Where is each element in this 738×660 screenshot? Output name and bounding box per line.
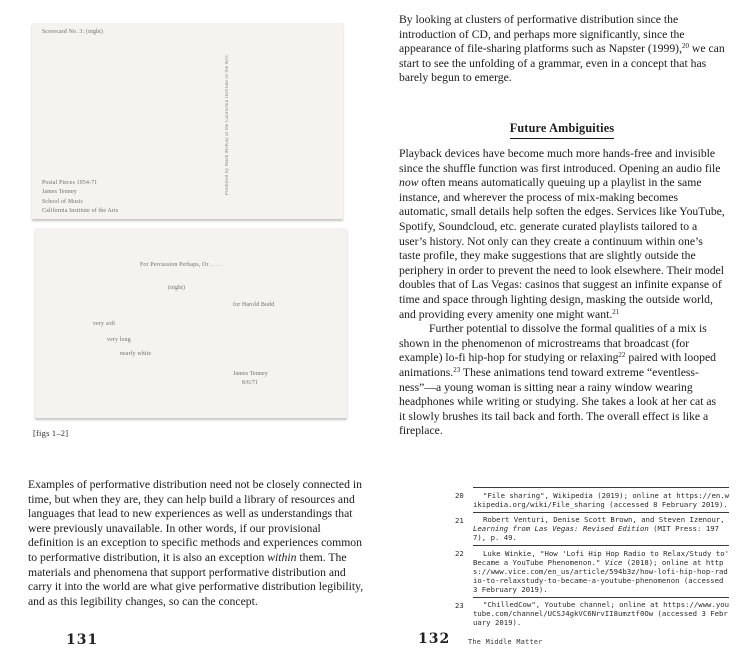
paragraph-text: Further potential to dissolve the formal qualities of a mix is shown in the phenomenon of microstreams that broadcast (for example) lo-fi hip-hop for studying or relaxing: [399, 322, 707, 365]
score-marking-long: very long: [107, 337, 131, 343]
scorecard-info-line: Postal Pieces 1954-71: [42, 180, 98, 186]
footnote-text: [473, 491, 729, 509]
score-marking-soft: very soft: [93, 321, 116, 327]
footnote-number: 21: [455, 515, 464, 525]
left-page-paragraph: [28, 478, 369, 609]
score-date: 8/6/71: [242, 380, 259, 386]
paragraph-italic-text: now: [399, 176, 419, 190]
footnote-text: [473, 515, 729, 542]
paragraph-text: them. The materials and phenomena that support performative distribution and carry it into the world are what give performative distribution legibility, and as this legibility changes, so can the concept.: [28, 550, 364, 608]
paragraph-text: we can start to see the unfolding of a grammar, even in a concept that has barely begun to emerge.: [399, 42, 725, 85]
footnote-number: 23: [455, 600, 464, 610]
score-subtitle: (night): [168, 285, 186, 291]
footnote-entry: [455, 487, 730, 512]
paragraph-text: By looking at clusters of performative distribution since the introduction of CD, and perhaps more significantly, since the appearance of file-sharing platforms such as Napster (1999),: [399, 13, 685, 56]
body-paragraph: [399, 147, 725, 322]
scorecard-label: Scorecard No. 3: (night): [42, 29, 104, 35]
right-body-paragraphs: [399, 147, 725, 439]
figure-scorecard-postcard: [32, 23, 343, 219]
score-title: For Percussion Perhaps, Or . . . .: [140, 262, 222, 268]
footnote-segment: (2018); online at https://www.vice.com/en_us/article/594b3z/how-lofi-hip-hop-radio-to-relaxstudy-to-became-a-youtube-phenomenon (accessed 3 February 2019).: [473, 557, 728, 594]
section-heading-wrap: [399, 119, 725, 139]
scorecard-info-line: School of Music: [42, 198, 84, 205]
footnote-segment: Luke Winkie, "How 'Lofi Hip Hop Radio to Relax/Study to' Became a YouTube Phenomenon.": [473, 548, 730, 567]
footnote-number: 20: [455, 491, 464, 500]
scorecard-info-line: California Institute of the Arts: [42, 208, 119, 215]
footnote-entry: [455, 545, 730, 597]
scorecard-vertical-credit: Produced by Mark McKay at the California Institute of the Arts: [225, 55, 230, 195]
paragraph-text: Examples of performative distribution need not be closely connected in time, but when they are, they can help build a library of resources and languages that lead to new experiences as well as understandings that were previously unavailable. In other words, if our provisional definition is an exception to specific methods and experiences common to performative distribution, it is also an exception: [28, 478, 362, 564]
scorecard-info-block: [42, 180, 118, 218]
footnote-text: [473, 600, 729, 627]
paragraph-text: often means automatically queuing up a playlist in the same instance, and wherever the process of mix-making becomes automatic, small details help soften the edges. Services like YouTube, Spotify, Soundcloud, etc. generate curated playlists tailored to a user’s history. Not only can they create a continuum within one’s taste profile, they make suggestions that are slightly outside the periphery in order to prevent the need to look elsewhere. Their model doubles that of Las Vegas: casinos that suggest an infinite expanse of time and space through lighting design, masking the outside world, and providing every amenity one might want.: [399, 176, 725, 321]
scorecard-info-line: James Tenney: [42, 189, 77, 196]
paragraph-text: These animations tend toward extreme “eventless-ness”—a young woman is sitting near a rainy window wearing headphones while writing or studying. She takes a look at her cat as it slowly brushes its tail back and forth. The overall effect is like a fireplace.: [399, 365, 717, 438]
figure-percussion-score: [35, 228, 347, 418]
footnote-entry: [455, 512, 729, 546]
figure-caption: [figs 1–2]: [33, 428, 69, 438]
score-dedication: for Harold Budd: [233, 302, 275, 308]
footnote-segment: Robert Venturi, Denise Scott Brown, and Steven Izenour,: [483, 515, 725, 524]
footnote-number: 22: [455, 549, 464, 558]
page-number-right: 132: [418, 631, 451, 647]
footnote-reference-23: 23: [453, 365, 461, 374]
footnote-italic-segment: Learning from Las Vegas: Revised Edition: [473, 524, 649, 533]
paragraph-text: Playback devices have become much more hands-free and invisible since the shuffle function was first introduced. Opening an audio file: [399, 147, 721, 175]
footnote-segment: "File sharing", Wikipedia (2019); online at https://en.wikipedia.org/wiki/File_sharing (accessed 8 February 2019).: [473, 490, 730, 509]
footnote-segment: (MIT Press: 1977), p. 49.: [473, 524, 720, 542]
score-marking-white: nearly white: [120, 351, 152, 357]
footnote-text: [473, 549, 729, 594]
footnote-italic-segment: Vice: [604, 557, 623, 567]
paragraph-italic-text: within: [267, 550, 297, 564]
footnotes-block: [455, 487, 730, 630]
footnote-entry: [455, 597, 730, 631]
body-paragraph: [399, 322, 725, 439]
page-number-left: 131: [66, 632, 99, 648]
footnote-reference-22: 22: [618, 351, 626, 360]
right-intro-paragraph: [399, 13, 725, 86]
section-heading: Future Ambiguities: [510, 121, 615, 139]
paragraph-text: paired with looped animations.: [399, 351, 716, 379]
footnote-reference-20: 20: [682, 42, 689, 51]
running-footer: The Middle Matter: [468, 638, 543, 646]
score-signature: James Tenney: [233, 371, 268, 377]
footnote-segment: "ChilledCow", Youtube channel; online at https://www.youtube.com/channel/UCSJ4gkVC6NrvII8umztf0Ow (accessed 3 February 2019).: [473, 600, 730, 627]
footnote-reference-21: 21: [612, 307, 620, 316]
